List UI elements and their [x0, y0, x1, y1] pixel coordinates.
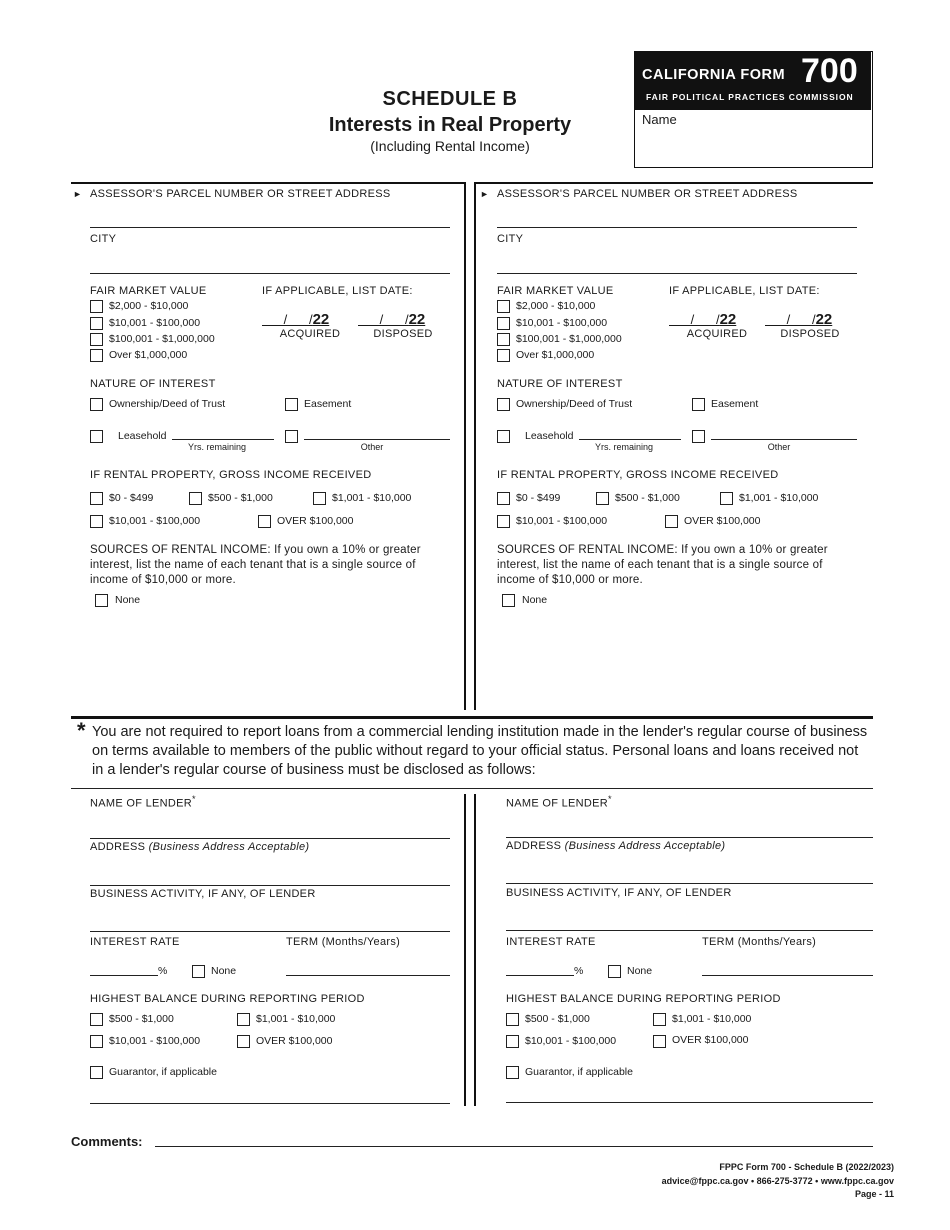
fmv-option: $2,000 - $10,000	[109, 300, 189, 312]
ownership-label: Ownership/Deed of Trust	[109, 398, 226, 410]
fmv-option: $100,001 - $1,000,000	[109, 333, 215, 345]
balance-option: $10,001 - $100,000	[109, 1035, 201, 1047]
percent-sign: %	[158, 965, 168, 977]
balance-label: HIGHEST BALANCE DURING REPORTING PERIOD	[90, 993, 365, 1005]
income-option: $10,001 - $100,000	[109, 515, 201, 527]
footer-page-line: Page - 11	[854, 1189, 894, 1199]
fmv-option: Over $1,000,000	[516, 349, 595, 361]
city-label: CITY	[497, 233, 524, 245]
term-label: TERM (Months/Years)	[286, 936, 401, 948]
loan-panel-right	[416, 0, 876, 1110]
nature-label: NATURE OF INTEREST	[497, 378, 623, 390]
acquired-year: 22	[312, 311, 330, 328]
name-label: Name	[642, 112, 677, 127]
parcel-label: ASSESSOR'S PARCEL NUMBER OR STREET ADDRESS	[497, 188, 798, 200]
balance-option: $1,001 - $10,000	[256, 1013, 336, 1025]
interest-none-checkbox[interactable]	[608, 965, 621, 978]
fmv-option: $100,001 - $1,000,000	[516, 333, 622, 345]
disposed-date[interactable]: / /22	[765, 311, 833, 328]
disposed-year: 22	[815, 311, 833, 328]
fmv-option: $10,001 - $100,000	[516, 317, 608, 329]
fmv-option: $10,001 - $100,000	[109, 317, 201, 329]
fmv-option: Over $1,000,000	[109, 349, 188, 361]
balance-checkbox[interactable]	[237, 1013, 250, 1026]
other-caption: Other	[360, 442, 384, 452]
guarantor-checkbox[interactable]	[90, 1066, 103, 1079]
leasehold-label: Leasehold	[525, 430, 574, 442]
sources-none-label: None	[115, 594, 141, 606]
balance-option: $500 - $1,000	[525, 1013, 590, 1025]
interest-none-checkbox[interactable]	[192, 965, 205, 978]
balance-checkbox[interactable]	[90, 1035, 103, 1048]
acquired-year: 22	[719, 311, 737, 328]
form-label: CALIFORNIA FORM	[642, 67, 786, 83]
percent-sign: %	[574, 965, 584, 977]
comments-input[interactable]	[155, 1146, 873, 1147]
balance-checkbox[interactable]	[506, 1013, 519, 1026]
income-option: $0 - $499	[516, 492, 561, 504]
balance-option: OVER $100,000	[672, 1034, 749, 1046]
lender-input[interactable]	[506, 837, 873, 838]
footer-form-line: FPPC Form 700 - Schedule B (2022/2023)	[719, 1162, 894, 1172]
schedule-subtitle-note: (Including Rental Income)	[370, 138, 530, 154]
balance-checkbox[interactable]	[506, 1035, 519, 1048]
arrow-icon: ►	[73, 189, 82, 199]
schedule-title: SCHEDULE B	[382, 88, 518, 110]
guarantor-input[interactable]	[506, 1102, 873, 1103]
list-date-label: IF APPLICABLE, LIST DATE:	[262, 285, 413, 297]
notice-text: You are not required to report loans from a commercial lending institution made in the lender's regular course of business on terms available to members of the public without regard to your official status. Personal loans and loans received not in a lender's regular course of business must be disclosed as follows:	[92, 724, 868, 778]
footer-contact-line: advice@fppc.ca.gov • 866-275-3772 • www.fppc.ca.gov	[661, 1175, 894, 1186]
rental-income-label: IF RENTAL PROPERTY, GROSS INCOME RECEIVED	[90, 469, 372, 481]
form-number: 700	[801, 52, 858, 90]
notice-asterisk: *	[77, 718, 86, 743]
yrs-remaining-caption: Yrs. remaining	[594, 442, 654, 452]
term-input[interactable]	[702, 975, 873, 976]
address-input[interactable]	[506, 883, 873, 884]
address-label: ADDRESS (Business Address Acceptable)	[90, 841, 310, 853]
commission-label: FAIR POLITICAL PRACTICES COMMISSION	[646, 92, 854, 102]
address-label: ADDRESS (Business Address Acceptable)	[506, 840, 726, 852]
income-option: $1,001 - $10,000	[332, 492, 412, 504]
arrow-icon: ►	[480, 189, 489, 199]
income-option: $1,001 - $10,000	[739, 492, 819, 504]
balance-option: $10,001 - $100,000	[525, 1035, 617, 1047]
guarantor-checkbox[interactable]	[506, 1066, 519, 1079]
income-option: $500 - $1,000	[615, 492, 680, 504]
guarantor-label: Guarantor, if applicable	[109, 1066, 217, 1078]
balance-option: $500 - $1,000	[109, 1013, 174, 1025]
loan-panel-left	[0, 0, 470, 1110]
fmv-label: FAIR MARKET VALUE	[90, 285, 207, 297]
comments-label: Comments:	[71, 1134, 143, 1149]
interest-none-label: None	[627, 965, 653, 977]
easement-label: Easement	[711, 398, 759, 410]
lender-label: NAME OF LENDER*	[90, 794, 196, 810]
lender-label: NAME OF LENDER*	[506, 794, 612, 810]
balance-label: HIGHEST BALANCE DURING REPORTING PERIOD	[506, 993, 781, 1005]
business-label: BUSINESS ACTIVITY, IF ANY, OF LENDER	[506, 887, 732, 899]
income-option: OVER $100,000	[684, 515, 761, 527]
easement-label: Easement	[304, 398, 352, 410]
yrs-remaining-caption: Yrs. remaining	[187, 442, 247, 452]
disposed-label: DISPOSED	[373, 328, 433, 340]
acquired-date[interactable]: / /22	[262, 311, 330, 328]
address-input[interactable]	[90, 885, 450, 886]
disposed-year: 22	[408, 311, 426, 328]
disposed-label: DISPOSED	[780, 328, 840, 340]
guarantor-label: Guarantor, if applicable	[525, 1066, 633, 1078]
sources-text: SOURCES OF RENTAL INCOME: If you own a 10% or greater interest, list the name of each tenant that is a single source of income of $10,000 or more.	[90, 544, 421, 586]
interest-input[interactable]	[90, 975, 158, 976]
interest-label: INTEREST RATE	[90, 936, 180, 948]
disposed-date[interactable]: / /22	[358, 311, 426, 328]
balance-checkbox[interactable]	[653, 1035, 666, 1048]
business-label: BUSINESS ACTIVITY, IF ANY, OF LENDER	[90, 888, 316, 900]
balance-checkbox[interactable]	[237, 1035, 250, 1048]
acquired-label: ACQUIRED	[686, 328, 748, 340]
leasehold-label: Leasehold	[118, 430, 167, 442]
income-option: $500 - $1,000	[208, 492, 273, 504]
fmv-option: $2,000 - $10,000	[516, 300, 596, 312]
acquired-label: ACQUIRED	[279, 328, 341, 340]
sources-text: SOURCES OF RENTAL INCOME: If you own a 10% or greater interest, list the name of each tenant that is a single source of income of $10,000 or more.	[497, 544, 828, 586]
schedule-subtitle: Interests in Real Property	[328, 114, 572, 136]
nature-label: NATURE OF INTEREST	[90, 378, 216, 390]
income-option: $0 - $499	[109, 492, 154, 504]
balance-option: $1,001 - $10,000	[672, 1013, 752, 1025]
balance-option: OVER $100,000	[256, 1035, 333, 1047]
lender-input[interactable]	[90, 838, 450, 839]
guarantor-input[interactable]	[90, 1103, 450, 1104]
business-input[interactable]	[506, 930, 873, 931]
balance-checkbox[interactable]	[653, 1013, 666, 1026]
parcel-label: ASSESSOR'S PARCEL NUMBER OR STREET ADDRESS	[90, 188, 391, 200]
ownership-label: Ownership/Deed of Trust	[516, 398, 633, 410]
interest-input[interactable]	[506, 975, 574, 976]
income-option: OVER $100,000	[277, 515, 354, 527]
footer	[662, 1161, 894, 1202]
interest-none-label: None	[211, 965, 237, 977]
rental-income-label: IF RENTAL PROPERTY, GROSS INCOME RECEIVED	[497, 469, 779, 481]
term-label: TERM (Months/Years)	[702, 936, 817, 948]
interest-label: INTEREST RATE	[506, 936, 596, 948]
fmv-label: FAIR MARKET VALUE	[497, 285, 614, 297]
balance-checkbox[interactable]	[90, 1013, 103, 1026]
business-input[interactable]	[90, 931, 450, 932]
city-label: CITY	[90, 233, 117, 245]
acquired-date[interactable]: / /22	[669, 311, 737, 328]
other-caption: Other	[767, 442, 791, 452]
list-date-label: IF APPLICABLE, LIST DATE:	[669, 285, 820, 297]
sources-none-label: None	[522, 594, 548, 606]
income-option: $10,001 - $100,000	[516, 515, 608, 527]
